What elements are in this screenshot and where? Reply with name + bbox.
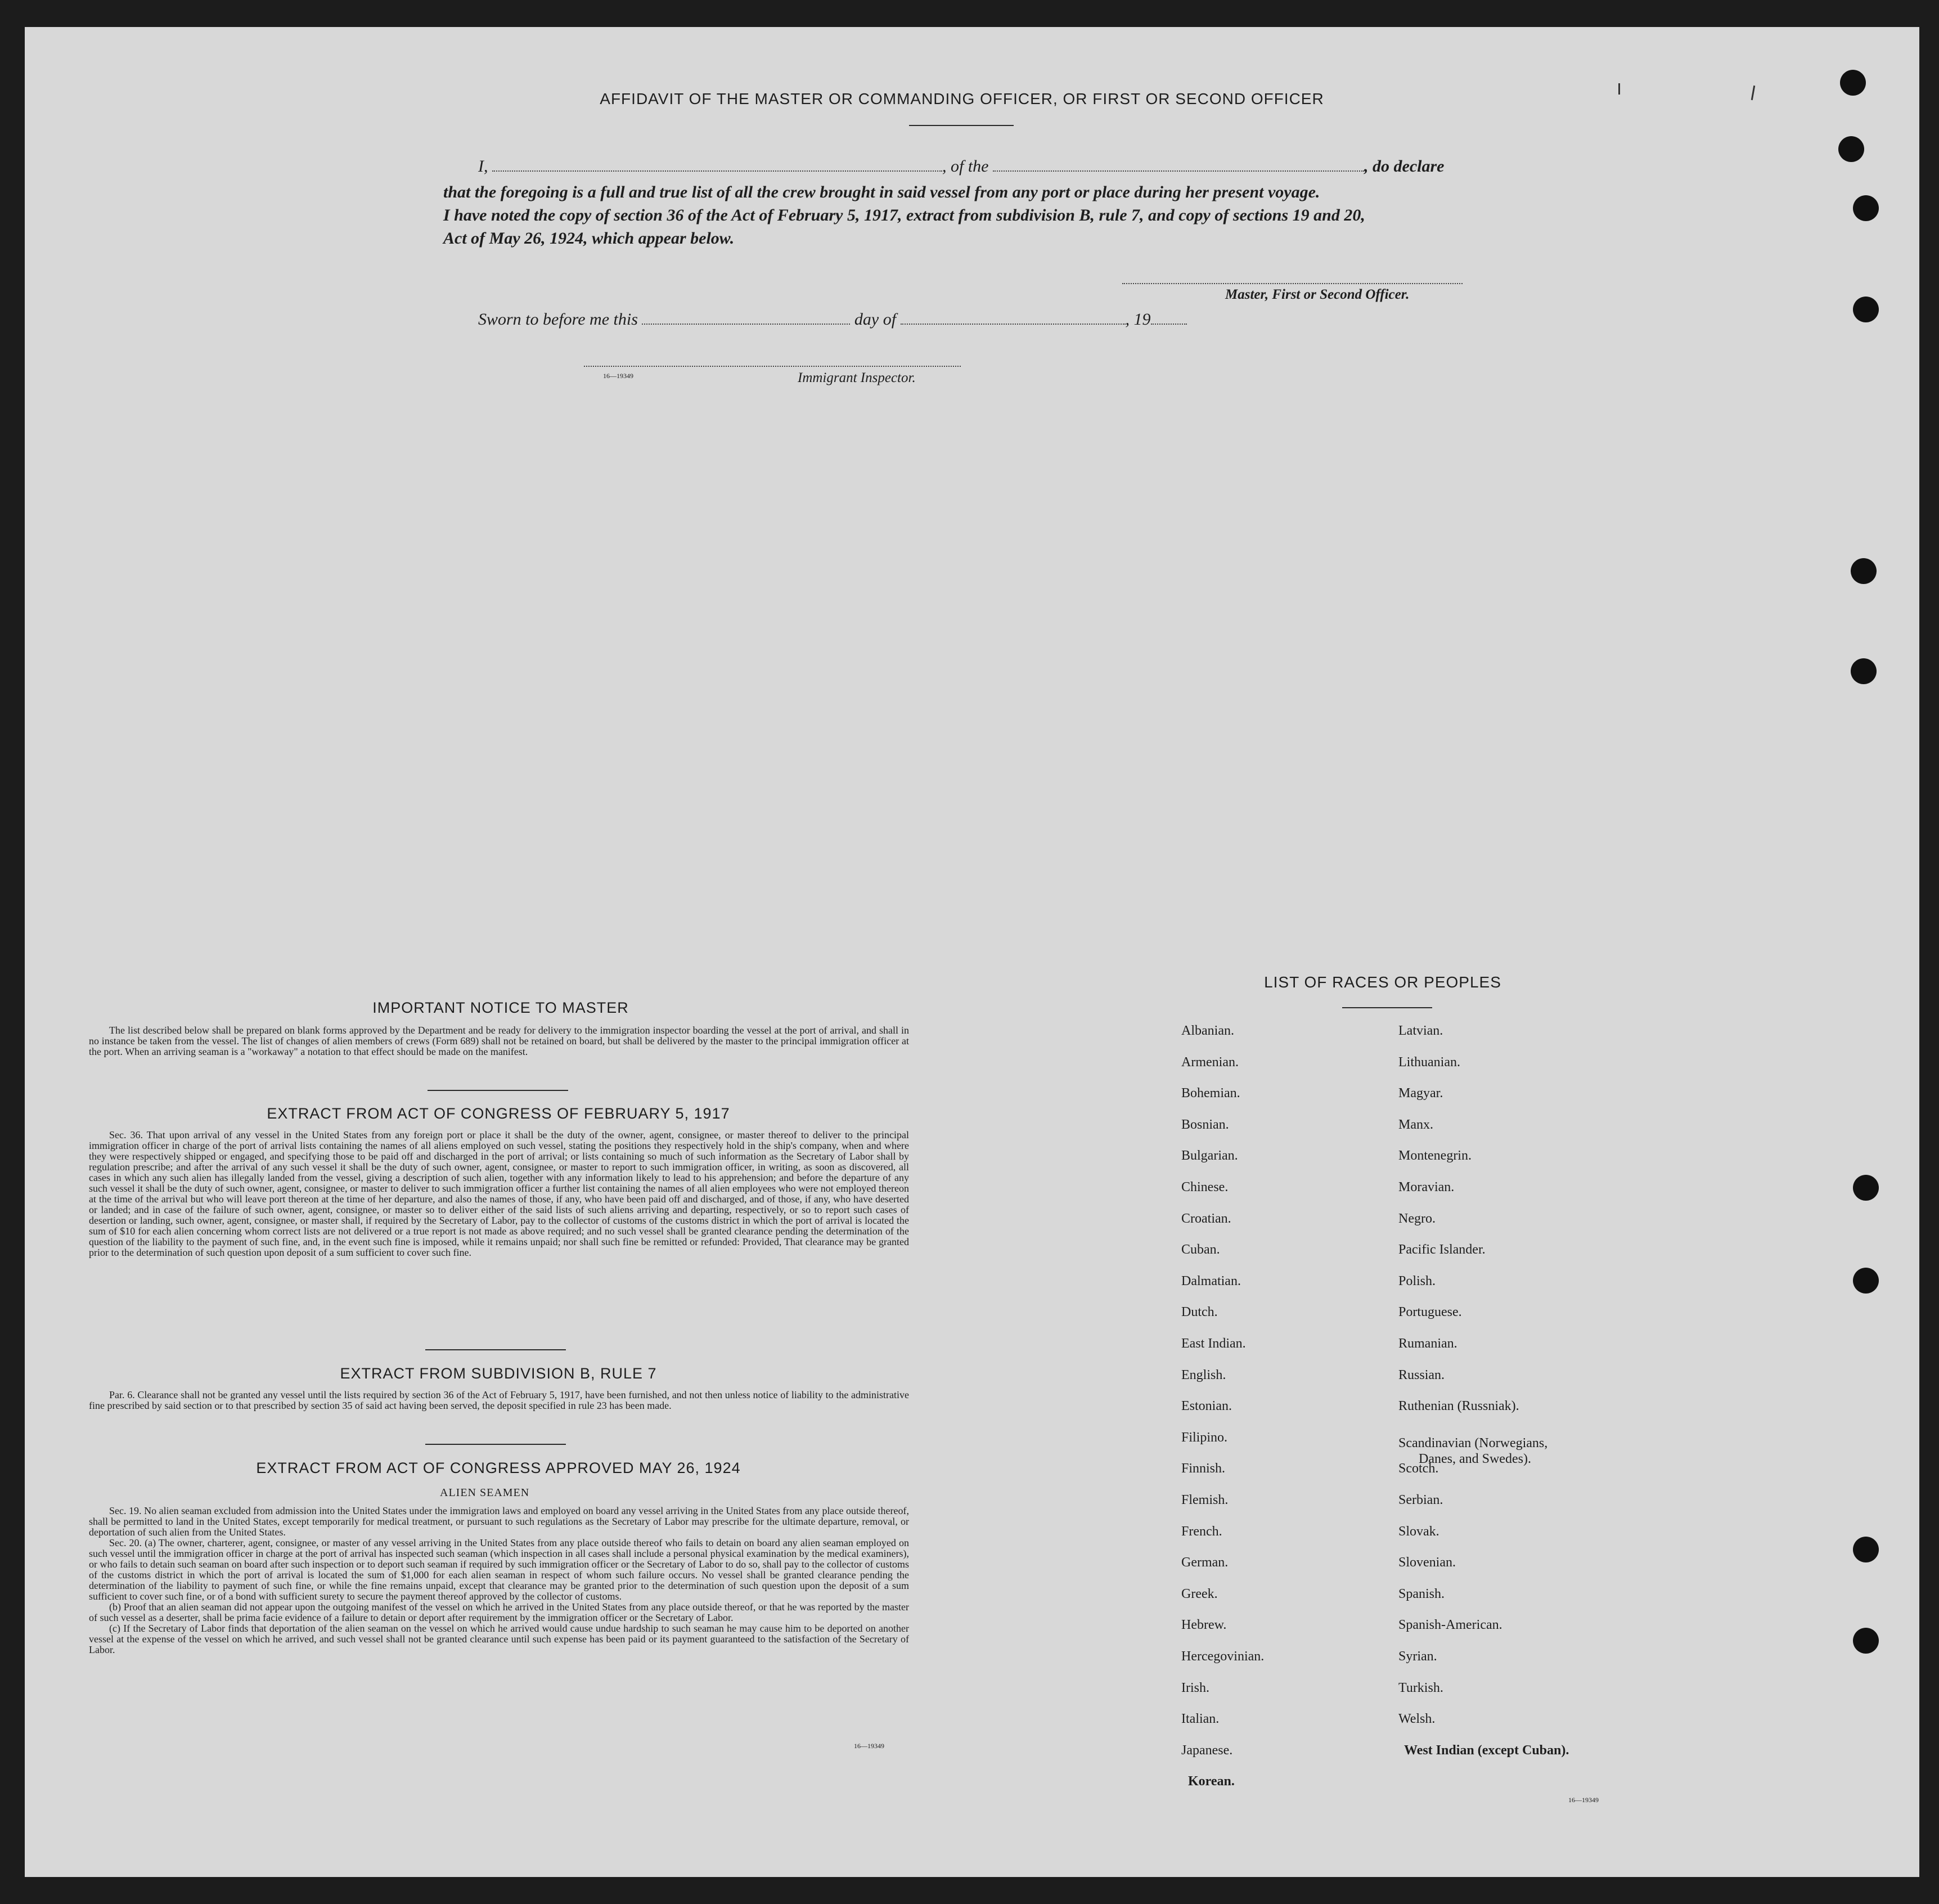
race-item: Manx. xyxy=(1398,1117,1433,1132)
race-item: Ruthenian (Russniak). xyxy=(1398,1399,1519,1413)
race-item: German. xyxy=(1181,1555,1229,1570)
race-item: Filipino. xyxy=(1181,1430,1228,1445)
race-item: Albanian. xyxy=(1181,1023,1234,1038)
form-number: 16—19349 xyxy=(603,372,633,380)
races-title-rule xyxy=(1342,1007,1432,1008)
race-item: French. xyxy=(1181,1524,1222,1539)
punch-hole xyxy=(1853,1628,1879,1654)
notice-text: The list described below shall be prepared on blank forms approved by the Department and be ready for delivery to the immigration inspector boarding the vessel at the port of arrival, and shall in no instance be taken from the vessel. The list of changes of alien members of crews (Form 689) shall not be retained on board, but shall be delivered by the master to the principal immigration officer at the port. When an arriving seaman is a "workaway" a notation to that effect should be made on the manifest. xyxy=(89,1025,909,1057)
sworn-line: Sworn to before me this day of , 19 xyxy=(478,308,1187,331)
section-rule xyxy=(428,1090,568,1091)
month-blank xyxy=(901,320,1126,325)
race-item: Welsh. xyxy=(1398,1712,1436,1726)
extract-1924-title: EXTRACT FROM ACT OF CONGRESS APPROVED MAY 26, 1924 xyxy=(256,1460,741,1476)
race-item: Italian. xyxy=(1181,1712,1220,1726)
race-item: Irish. xyxy=(1181,1681,1209,1695)
race-item: Latvian. xyxy=(1398,1023,1443,1038)
declaration-line-1: I, , of the , do declare xyxy=(478,157,1445,176)
race-item: West Indian (except Cuban). xyxy=(1404,1743,1569,1758)
race-item: Scotch. xyxy=(1398,1461,1439,1476)
race-item: Negro. xyxy=(1398,1211,1436,1226)
race-item: Turkish. xyxy=(1398,1681,1443,1695)
inspector-caption: Immigrant Inspector. xyxy=(798,370,916,385)
punch-hole xyxy=(1853,297,1879,322)
race-item: Montenegrin. xyxy=(1398,1148,1472,1163)
punch-hole xyxy=(1851,658,1877,684)
race-item: Cuban. xyxy=(1181,1242,1220,1257)
race-item: Bosnian. xyxy=(1181,1117,1229,1132)
race-item: Polish. xyxy=(1398,1274,1436,1288)
race-item: Spanish. xyxy=(1398,1587,1445,1601)
signature-caption: Master, First or Second Officer. xyxy=(1225,287,1410,302)
race-item: Moravian. xyxy=(1398,1180,1455,1195)
title-rule xyxy=(909,125,1014,126)
declaration-line-4: Act of May 26, 1924, which appear below. xyxy=(443,229,735,248)
race-item: Chinese. xyxy=(1181,1180,1229,1195)
punch-hole xyxy=(1853,195,1879,221)
race-item: Armenian. xyxy=(1181,1055,1239,1070)
pencil-mark xyxy=(1618,83,1620,95)
race-item: Pacific Islander. xyxy=(1398,1242,1486,1257)
rule7-text: Par. 6. Clearance shall not be granted any vessel until the lists required by section 36 of the Act of February 5, 1917, have been furnished, and not then unless notice of liability to the administrative fine prescribed by said section or to that prescribed by section 35 of said act having been served, the deposit specified in rule 23 has been made. xyxy=(89,1389,909,1411)
race-item: Hebrew. xyxy=(1181,1618,1227,1632)
alien-seamen-subtitle: ALIEN SEAMEN xyxy=(440,1487,530,1499)
section-rule xyxy=(425,1349,566,1350)
race-item: Japanese. xyxy=(1181,1743,1233,1758)
race-item: Bulgarian. xyxy=(1181,1148,1238,1163)
race-item: Russian. xyxy=(1398,1368,1445,1382)
notice-title: IMPORTANT NOTICE TO MASTER xyxy=(372,999,629,1016)
punch-hole xyxy=(1838,136,1864,162)
races-title: LIST OF RACES OR PEOPLES xyxy=(1264,973,1501,991)
vessel-blank xyxy=(993,167,1364,172)
race-item: Serbian. xyxy=(1398,1493,1443,1507)
punch-hole xyxy=(1853,1175,1879,1201)
race-item: Dutch. xyxy=(1181,1305,1218,1319)
race-item: East Indian. xyxy=(1181,1336,1246,1351)
race-item: English. xyxy=(1181,1368,1226,1382)
race-item: Korean. xyxy=(1188,1774,1235,1789)
race-item: Danes, and Swedes). xyxy=(1419,1452,1531,1466)
race-item: Portuguese. xyxy=(1398,1305,1462,1319)
race-item: Syrian. xyxy=(1398,1649,1437,1664)
race-item: Slovak. xyxy=(1398,1524,1439,1539)
race-item: Magyar. xyxy=(1398,1086,1443,1101)
form-number: 16—19349 xyxy=(854,1742,884,1750)
extract-1917-text: Sec. 36. That upon arrival of any vessel in the United States from any foreign port or place it shall be the duty of the owner, agent, consignee, or master thereof to deliver to the principal immigration officer in charge of the port of arrival lists containing the names of all aliens employed on such vessel, stating the positions they respectively hold in the ship's company, when and where they were respectively shipped or engaged, and specifying those to be paid off and discharged in the port of arrival; or lists containing so much of such information as the Secretary of Labor shall by regulation prescribe; and after the arrival of any such vessel it shall be the duty of such owner, agent, consignee, or master to report to such immigration officer, in writing, as soon as discovered, all cases in which any such alien has illegally landed from the vessel, giving a description of such alien, together with any information likely to lead to his apprehension; and before the departure of any such vessel it shall be the duty of such owner, agent, consignee, or master to deliver to such immigration officer a further list containing the names of all alien employees who were not employed thereon at the time of the arrival but who will leave port thereon at the time of her departure, and also the names of those, if any, who have been paid off and discharged, and of those, if any, who have deserted or landed; and in case of the failure of such owner, agent, consignee, or master so to deliver either of the said lists of such aliens arriving and departing, respectively, or so to report such cases of desertion or landing, such owner, agent, consignee, or master shall, if required by the Secretary of Labor, pay to the collector of customs of the customs district in which the port of arrival is located the sum of $10 for each alien concerning whom correct lists are not delivered or a true report is not made as above required; and no such vessel shall be granted clearance pending the determination of the question of the liability to the payment of such fine, and, in the event such fine is imposed, while it remains unpaid; nor shall such fine be remitted or refunded: Provided, That clearance may be granted prior to the determination of such question upon deposit of a sum sufficient to cover such fine. xyxy=(89,1129,909,1258)
declaration-line-2: that the foregoing is a full and true list of all the crew brought in said vessel from any port or place during her present voyage. xyxy=(443,183,1320,201)
extract-1924-text: Sec. 19. No alien seaman excluded from admission into the United States under the immigration laws and employed on board any vessel arriving in the United States from any place outside thereof, shall be permitted to land in the United States, except temporarily for medical treatment, or pursuant to such regulations as the Secretary of Labor may prescribe for the ultimate departure, removal, or deportation of such alien from the United States. Sec. 20. (a) The owner, charterer, agent, consignee, or master of any vessel arriving in the United States from any place outside thereof who fails to detain on board any alien seaman employed on such vessel until the immigration officer in charge at the port of arrival has inspected such seaman (which inspection in all cases shall include a personal physical examination by the medical examiners), or who fails to detain such seaman on board after such inspection or to deport such seaman if required by such immigration officer or the Secretary of Labor to do so, shall pay to the collector of customs of the customs district in which the port of arrival is located the sum of $1,000 for each alien seaman in respect of whom such failure occurs. No vessel shall be granted clearance pending the determination of the liability to payment of such fine, or while the fine remains unpaid, except that clearance may be granted prior to the determination of such question upon the deposit of a sum sufficient to cover such fine, or of a bond with sufficient surety to secure the payment thereof approved by the collector of customs. (b) Proof that an alien seaman did not appear upon the outgoing manifest of the vessel on which he arrived in the United States from any place outside thereof, or that he was reported by the master of such vessel as a deserter, shall be prima facie evidence of a failure to detain or deport after requirement by the immigration officer or the Secretary of Labor. (c) If the Secretary of Labor finds that deportation of the alien seaman on the vessel on which he arrived would cause undue hardship to such seaman he may cause him to be deported on another vessel at the expense of the vessel on which he arrived, and such vessel shall not be granted clearance until such expense has been paid or its payment guaranteed to the satisfaction of the Secretary of Labor. xyxy=(89,1505,909,1655)
punch-hole xyxy=(1853,1268,1879,1294)
year-blank xyxy=(1151,320,1187,325)
race-item: Lithuanian. xyxy=(1398,1055,1460,1070)
race-item: Scandinavian (Norwegians, xyxy=(1398,1436,1548,1451)
race-item: Finnish. xyxy=(1181,1461,1226,1476)
race-item: Estonian. xyxy=(1181,1399,1232,1413)
declaration-line-3: I have noted the copy of section 36 of the Act of February 5, 1917, extract from subdivision B, rule 7, and copy of sections 19 and 20, xyxy=(443,206,1365,224)
form-number: 16—19349 xyxy=(1568,1796,1599,1804)
race-item: Greek. xyxy=(1181,1587,1218,1601)
race-item: Flemish. xyxy=(1181,1493,1229,1507)
race-item: Dalmatian. xyxy=(1181,1274,1241,1288)
extract-1917-title: EXTRACT FROM ACT OF CONGRESS OF FEBRUARY 5, 1917 xyxy=(267,1105,730,1122)
race-item: Croatian. xyxy=(1181,1211,1231,1226)
rule7-title: EXTRACT FROM SUBDIVISION B, RULE 7 xyxy=(340,1365,657,1382)
race-item: Spanish-American. xyxy=(1398,1618,1502,1632)
section-rule xyxy=(425,1444,566,1445)
punch-hole xyxy=(1851,558,1877,584)
race-item: Bohemian. xyxy=(1181,1086,1240,1101)
punch-hole xyxy=(1853,1537,1879,1562)
name-blank xyxy=(492,167,942,172)
day-blank xyxy=(642,320,850,325)
race-item: Hercegovinian. xyxy=(1181,1649,1265,1664)
punch-hole xyxy=(1840,70,1866,96)
affidavit-title: AFFIDAVIT OF THE MASTER OR COMMANDING OFFICER, OR FIRST OR SECOND OFFICER xyxy=(600,90,1324,107)
race-item: Rumanian. xyxy=(1398,1336,1457,1351)
race-item: Slovenian. xyxy=(1398,1555,1456,1570)
